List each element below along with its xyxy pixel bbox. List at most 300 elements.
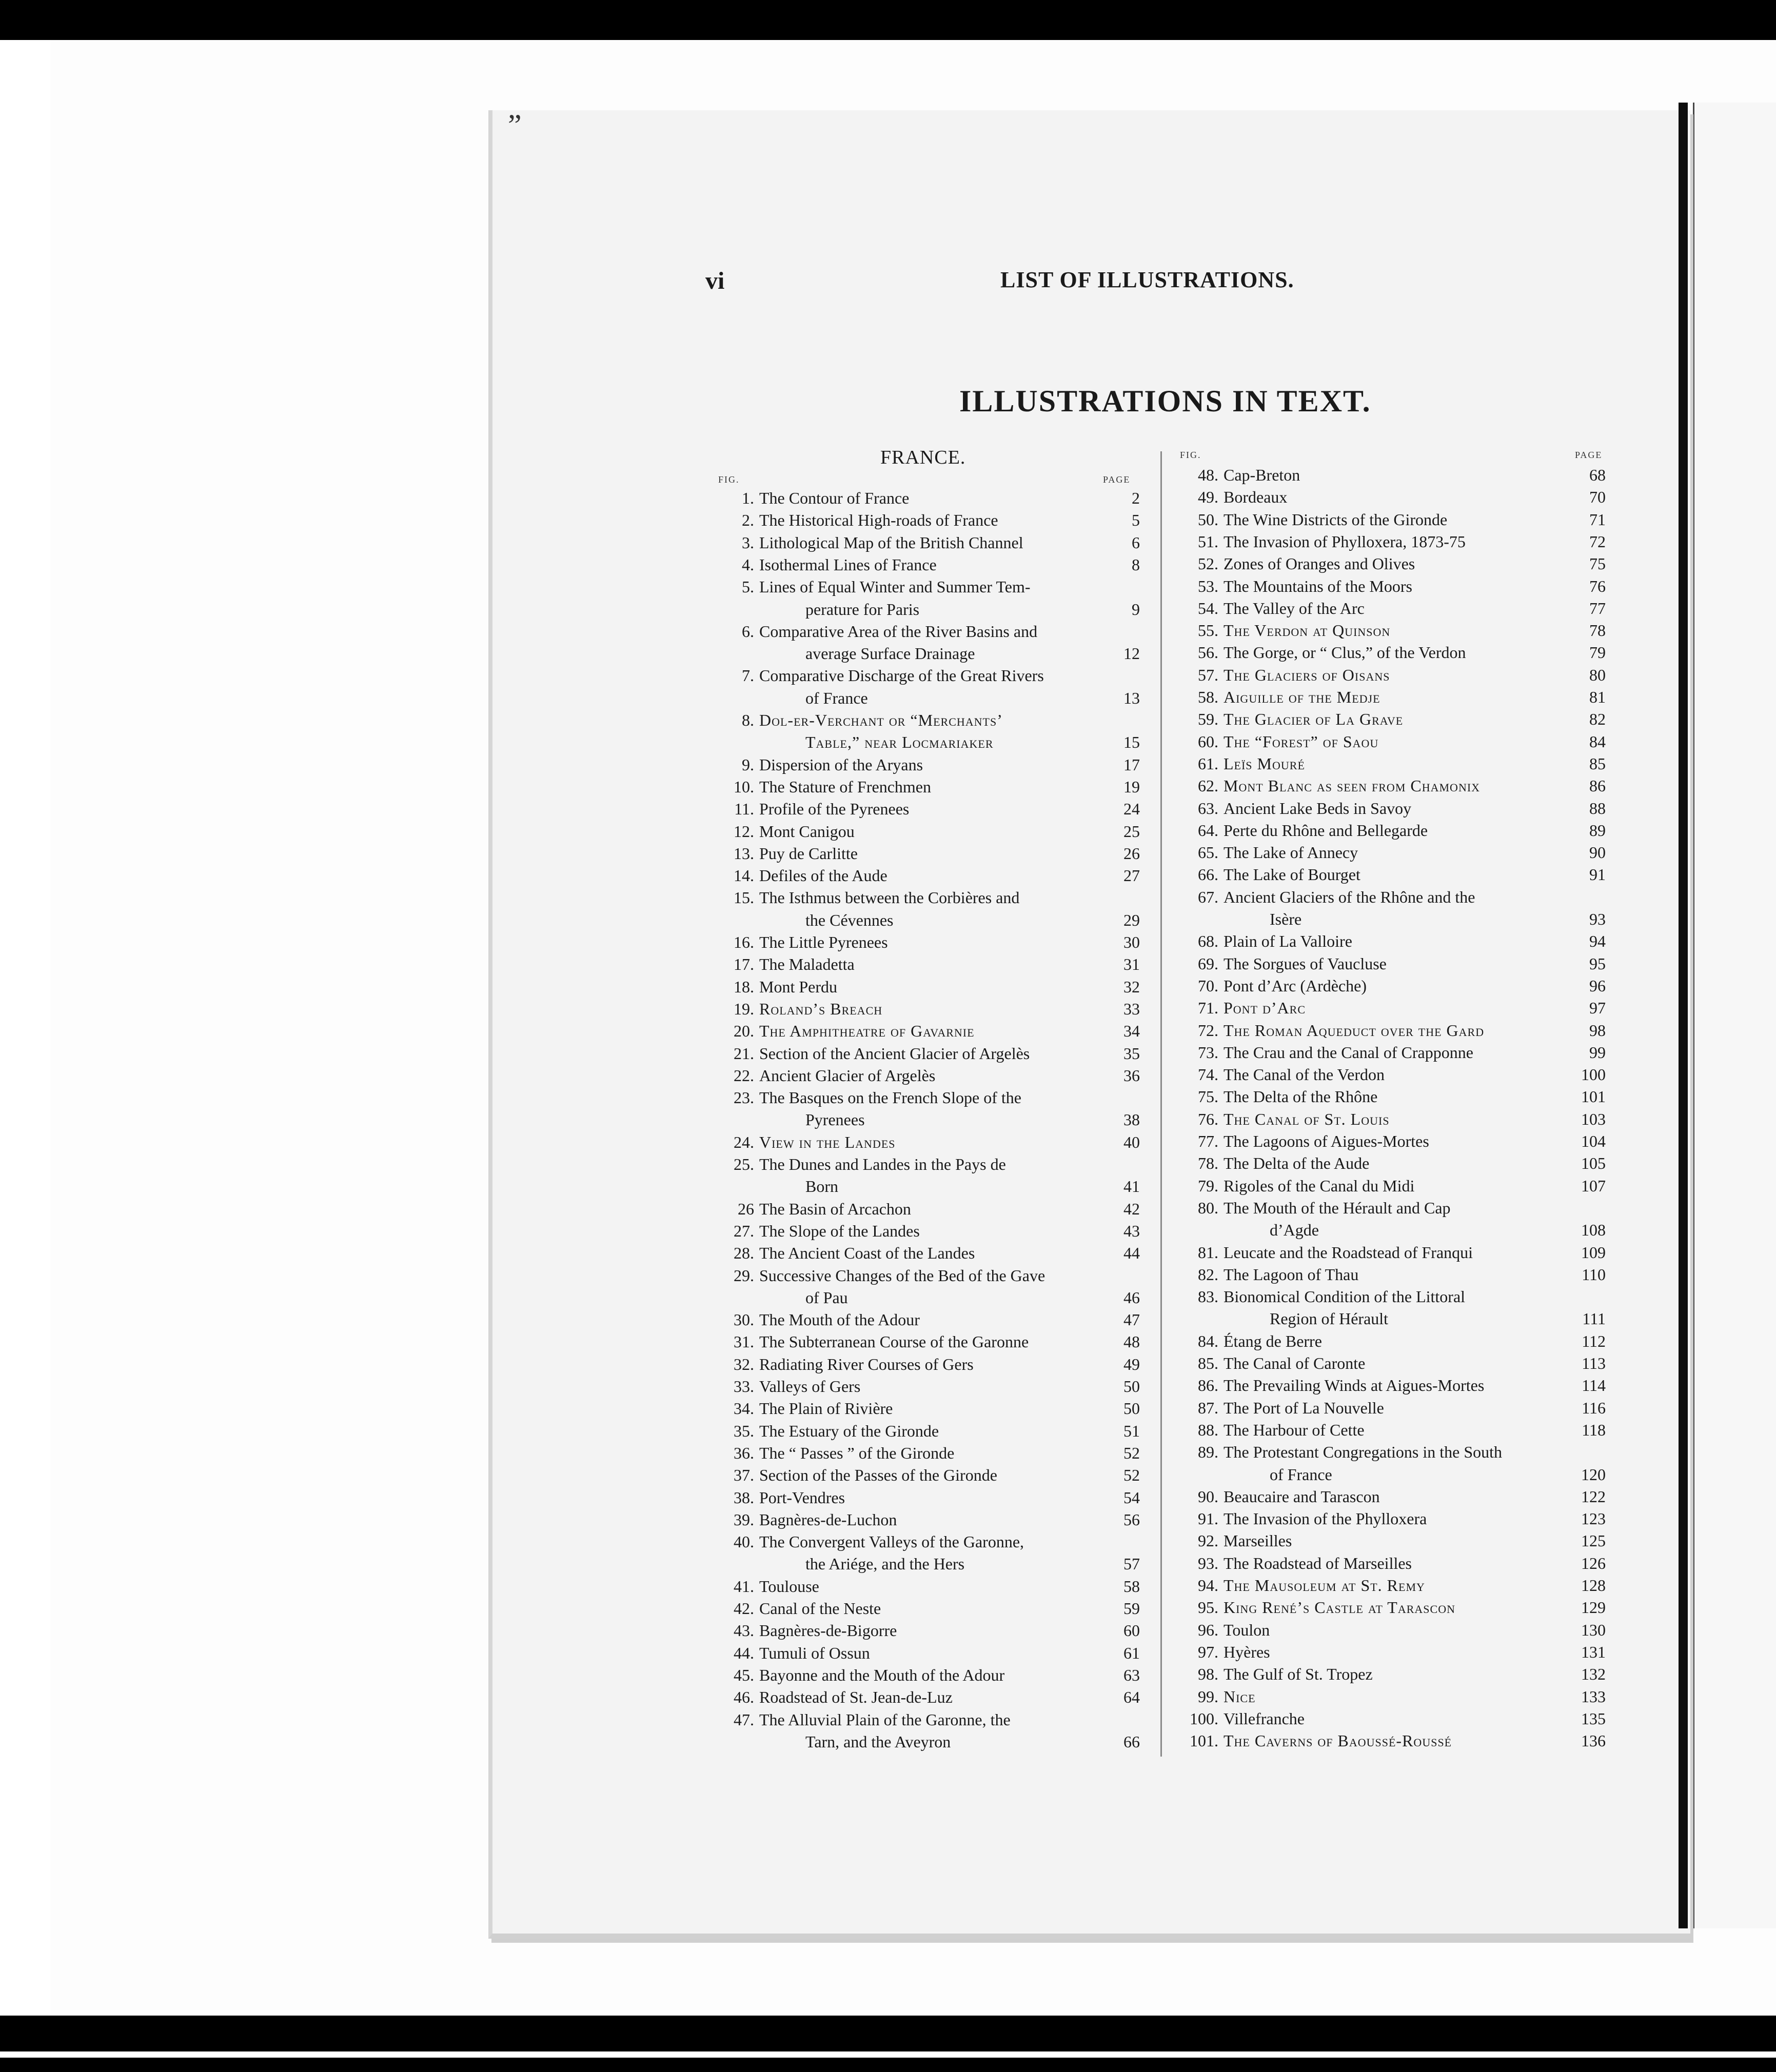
list-item <box>1172 886 1611 908</box>
figure-title: Tarn, and the Aveyron <box>805 1732 951 1751</box>
page-reference: 126 <box>1581 1553 1606 1572</box>
page-reference: 50 <box>1123 1399 1140 1418</box>
list-item <box>1172 531 1611 553</box>
page-reference: 111 <box>1582 1309 1606 1328</box>
page-reference: 129 <box>1581 1598 1606 1617</box>
figure-title: The Plain of Rivière <box>759 1399 893 1418</box>
page-reference: 17 <box>1123 755 1140 774</box>
page-reference: 48 <box>1123 1332 1140 1351</box>
page-reference: 125 <box>1581 1531 1606 1550</box>
figure-title: The Port of La Nouvelle <box>1224 1398 1384 1417</box>
page-reference: 80 <box>1589 665 1606 684</box>
figure-title: Canal of the Neste <box>759 1599 881 1618</box>
list-item <box>708 1487 1145 1509</box>
figure-title: Section of the Ancient Glacier of Argelès <box>759 1044 1030 1063</box>
page-reference: 68 <box>1589 466 1606 484</box>
figure-title: The Mouth of the Adour <box>759 1310 920 1329</box>
list-item <box>1172 775 1611 797</box>
figure-title: The Estuary of the Gironde <box>759 1421 939 1440</box>
page-reference: 49 <box>1123 1354 1140 1373</box>
page-reference: 8 <box>1132 555 1140 574</box>
list-item <box>708 1509 1145 1531</box>
list-item <box>708 976 1145 998</box>
list-item <box>1172 1552 1611 1575</box>
figure-title: The Little Pyrenees <box>759 933 888 951</box>
list-item <box>708 1043 1145 1065</box>
list-item <box>708 665 1145 687</box>
list-item <box>708 1087 1145 1109</box>
page-reference: 43 <box>1123 1221 1140 1240</box>
list-item <box>1172 1686 1611 1708</box>
list-item <box>708 865 1145 887</box>
list-item <box>1172 1197 1611 1219</box>
figure-number: 92. <box>1198 1531 1218 1550</box>
list-item <box>1172 1020 1611 1042</box>
list-item <box>1172 1264 1611 1286</box>
page-reference: 29 <box>1123 910 1140 929</box>
page-reference: 130 <box>1581 1620 1606 1639</box>
figure-title: View in the Landes <box>759 1132 896 1151</box>
list-item <box>708 1176 1145 1198</box>
page-reference: 59 <box>1123 1599 1140 1618</box>
figure-title: The Gorge, or “ Clus,” of the Verdon <box>1224 643 1466 662</box>
figure-number: 63. <box>1198 799 1218 818</box>
page-reference: 122 <box>1581 1487 1606 1506</box>
scan-border-top <box>0 0 1776 40</box>
figure-title: The Stature of Frenchmen <box>759 777 931 796</box>
figure-number: 44. <box>734 1643 754 1662</box>
figure-number: 59. <box>1198 710 1218 729</box>
figure-number: 10. <box>734 777 754 796</box>
figure-title: The Mountains of the Moors <box>1224 576 1412 595</box>
figure-number: 39. <box>734 1510 754 1529</box>
page-reference: 81 <box>1589 688 1606 706</box>
figure-title: Mont Blanc as seen from Chamonix <box>1224 776 1481 795</box>
figure-title: the Ariége, and the Hers <box>805 1555 965 1573</box>
figure-title: The Lagoon of Thau <box>1224 1265 1359 1284</box>
page-reference: 31 <box>1123 955 1140 974</box>
list-item <box>1172 731 1611 753</box>
list-item <box>708 1153 1145 1176</box>
list-item <box>708 1109 1145 1131</box>
list-item <box>708 1353 1145 1376</box>
page-reference: 30 <box>1123 933 1140 951</box>
page-reference: 136 <box>1581 1731 1606 1750</box>
figure-title: Roland’s Breach <box>759 999 883 1018</box>
page-reference: 27 <box>1123 866 1140 885</box>
list-item <box>708 1131 1145 1153</box>
figure-title: Ancient Glacier of Argelès <box>759 1066 936 1085</box>
list-item <box>1172 1374 1611 1397</box>
figure-title: The Harbour of Cette <box>1224 1420 1365 1439</box>
list-item <box>708 687 1145 709</box>
list-item <box>1172 1619 1611 1641</box>
page-reference: 60 <box>1123 1621 1140 1640</box>
figure-number: 78. <box>1198 1154 1218 1173</box>
list-item <box>1172 1308 1611 1330</box>
figure-number: 16. <box>734 933 754 951</box>
figure-title: Cap-Breton <box>1224 466 1300 484</box>
figure-number: 27. <box>734 1221 754 1240</box>
list-item <box>1172 1042 1611 1064</box>
list-item <box>708 1442 1145 1464</box>
figure-number: 94. <box>1198 1576 1218 1595</box>
figure-title: The Alluvial Plain of the Garonne, the <box>759 1710 1011 1729</box>
figure-number: 67. <box>1198 887 1218 906</box>
figure-title: Section of the Passes of the Gironde <box>759 1466 997 1485</box>
page-reference: 56 <box>1123 1510 1140 1529</box>
list-item <box>1172 753 1611 775</box>
list-item <box>1172 1064 1611 1086</box>
list-item <box>1172 820 1611 842</box>
figure-title: Comparative Area of the River Basins and <box>759 622 1038 641</box>
figure-number: 93. <box>1198 1553 1218 1572</box>
page-reference: 71 <box>1589 510 1606 529</box>
list-item <box>1172 1464 1611 1486</box>
figure-title: Bagnères-de-Luchon <box>759 1510 897 1529</box>
list-item <box>1172 1108 1611 1130</box>
figure-title: The Caverns of Baoussé-Roussé <box>1224 1731 1452 1750</box>
list-item <box>1172 798 1611 820</box>
page-reference: 116 <box>1582 1398 1606 1417</box>
page-reference: 101 <box>1581 1087 1606 1106</box>
page-reference: 61 <box>1123 1643 1140 1662</box>
figure-title: Dol-er-Verchant or “Merchants’ <box>759 711 1003 729</box>
page-reference: 54 <box>1123 1488 1140 1507</box>
page-reference: 44 <box>1123 1244 1140 1263</box>
figure-title: Marseilles <box>1224 1531 1292 1550</box>
list-item <box>708 1287 1145 1309</box>
page-reference: 5 <box>1132 511 1140 530</box>
list-item <box>708 599 1145 621</box>
figure-number: 25. <box>734 1155 754 1173</box>
page-reference: 113 <box>1582 1354 1606 1372</box>
figure-title: Lines of Equal Winter and Summer Tem- <box>759 577 1031 596</box>
list-item <box>708 532 1145 554</box>
list-item <box>708 1198 1145 1220</box>
page-reference: 88 <box>1589 799 1606 818</box>
list-item <box>1172 1242 1611 1264</box>
page-reference: 76 <box>1589 576 1606 595</box>
page-reference: 97 <box>1589 999 1606 1018</box>
list-item <box>708 643 1145 665</box>
figure-number: 75. <box>1198 1087 1218 1106</box>
list-item <box>1172 486 1611 508</box>
figure-number: 13. <box>734 844 754 863</box>
figure-number: 47. <box>734 1710 754 1729</box>
page-reference: 35 <box>1123 1044 1140 1063</box>
list-item <box>1172 1641 1611 1663</box>
list-item <box>1172 1419 1611 1441</box>
page-reference: 105 <box>1581 1154 1606 1173</box>
page-reference: 104 <box>1581 1132 1606 1150</box>
figure-title: d’Agde <box>1270 1221 1319 1240</box>
figure-number: 34. <box>734 1399 754 1418</box>
page-reference: 32 <box>1123 977 1140 996</box>
figure-title: Pyrenees <box>805 1110 865 1129</box>
page-reference: 75 <box>1589 554 1606 573</box>
figure-number: 4. <box>742 555 754 574</box>
list-item <box>708 621 1145 643</box>
page-reference: 15 <box>1123 733 1140 752</box>
figure-number: 21. <box>734 1044 754 1063</box>
figure-title: Ancient Glaciers of the Rhône and the <box>1224 887 1475 906</box>
figure-title: Valleys of Gers <box>759 1377 861 1396</box>
list-item <box>1172 1086 1611 1108</box>
figure-number: 54. <box>1198 599 1218 617</box>
figure-title: Hyères <box>1224 1642 1270 1661</box>
figure-number: 48. <box>1198 466 1218 484</box>
figure-title: The “Forest” of Saou <box>1224 732 1379 751</box>
page-reference: 107 <box>1581 1176 1606 1195</box>
figure-title: of Pau <box>805 1288 848 1307</box>
list-item <box>1172 864 1611 886</box>
figure-title: Toulon <box>1224 1620 1270 1639</box>
next-page-edge <box>1693 103 1776 1928</box>
figure-number: 81. <box>1198 1243 1218 1262</box>
figure-title: The Verdon at Quinson <box>1224 621 1391 640</box>
figure-title: The Isthmus between the Corbières and <box>759 888 1020 907</box>
figure-title: Bionomical Condition of the Littoral <box>1224 1287 1466 1306</box>
figure-title: Defiles of the Aude <box>759 866 887 885</box>
figure-number: 72. <box>1198 1021 1218 1040</box>
list-item <box>708 1398 1145 1420</box>
figure-title: average Surface Drainage <box>805 644 975 663</box>
figure-number: 95. <box>1198 1598 1218 1617</box>
figure-number: 76. <box>1198 1109 1218 1128</box>
figure-number: 71. <box>1198 999 1218 1018</box>
page-reference: 33 <box>1123 999 1140 1018</box>
figure-title: Successive Changes of the Bed of the Gave <box>759 1266 1045 1285</box>
figure-number: 15. <box>734 888 754 907</box>
list-item <box>708 1576 1145 1598</box>
list-item <box>708 487 1145 509</box>
page-reference: 25 <box>1123 822 1140 841</box>
page-reference: 50 <box>1123 1377 1140 1396</box>
figure-number: 82. <box>1198 1265 1218 1284</box>
page-reference: 36 <box>1123 1066 1140 1085</box>
list-item <box>1172 1152 1611 1174</box>
list-item <box>1172 642 1611 664</box>
page-reference: 94 <box>1589 932 1606 951</box>
figure-number: 51. <box>1198 532 1218 551</box>
list-item <box>708 843 1145 865</box>
list-item <box>708 576 1145 598</box>
figure-title: perature for Paris <box>805 600 920 619</box>
figure-title: The Delta of the Rhône <box>1224 1087 1378 1106</box>
figure-title: The Historical High-roads of France <box>759 511 998 530</box>
list-item <box>708 776 1145 798</box>
figure-number: 32. <box>734 1354 754 1373</box>
figure-number: 9. <box>742 755 754 774</box>
list-item <box>1172 1175 1611 1197</box>
figure-number: 88. <box>1198 1420 1218 1439</box>
page-reference: 63 <box>1123 1665 1140 1684</box>
figure-title: The Sorgues of Vaucluse <box>1224 954 1387 973</box>
page-reference: 128 <box>1581 1576 1606 1595</box>
page-reference: 9 <box>1132 600 1140 619</box>
figure-number: 89. <box>1198 1443 1218 1462</box>
figure-number: 31. <box>734 1332 754 1351</box>
page-number: vi <box>705 267 725 294</box>
column-divider <box>1160 451 1162 1757</box>
page-reference: 95 <box>1589 954 1606 973</box>
page-reference: 118 <box>1582 1420 1606 1439</box>
list-item <box>1172 620 1611 642</box>
page-reference: 108 <box>1581 1221 1606 1240</box>
list-item <box>708 1686 1145 1708</box>
list-item <box>708 1242 1145 1264</box>
page-reference: 38 <box>1123 1110 1140 1129</box>
figure-title: Isothermal Lines of France <box>759 555 937 574</box>
figure-title: Table,” near Locmariaker <box>805 733 994 752</box>
list-item <box>708 1531 1145 1553</box>
page-reference: 24 <box>1123 800 1140 819</box>
list-item <box>708 998 1145 1020</box>
list-item <box>708 909 1145 931</box>
page-reference: 91 <box>1589 865 1606 884</box>
figure-title: The Prevailing Winds at Aigues-Mortes <box>1224 1376 1485 1395</box>
figure-number: 64. <box>1198 821 1218 840</box>
figure-title: Nice <box>1224 1687 1256 1706</box>
figure-title: Region of Hérault <box>1270 1309 1389 1328</box>
page-reference: 84 <box>1589 732 1606 751</box>
list-item <box>708 1598 1145 1620</box>
figure-number: 36. <box>734 1443 754 1462</box>
list-item <box>708 1020 1145 1042</box>
figure-number: 96. <box>1198 1620 1218 1639</box>
page-reference: 114 <box>1582 1376 1606 1395</box>
page-reference: 86 <box>1589 776 1606 795</box>
figure-number: 6. <box>742 622 754 641</box>
figure-number: 1. <box>742 489 754 507</box>
figure-title: Dispersion of the Aryans <box>759 755 923 774</box>
list-item <box>708 754 1145 776</box>
list-item <box>708 798 1145 820</box>
figure-number: 50. <box>1198 510 1218 529</box>
page-reference: 51 <box>1123 1421 1140 1440</box>
figure-number: 55. <box>1198 621 1218 640</box>
figure-number: 56. <box>1198 643 1218 662</box>
figure-number: 12. <box>734 822 754 841</box>
figure-number: 77. <box>1198 1132 1218 1150</box>
figure-number: 46. <box>734 1688 754 1707</box>
figure-number: 42. <box>734 1599 754 1618</box>
figure-title: Pont d’Arc <box>1224 999 1306 1018</box>
figure-title: The Subterranean Course of the Garonne <box>759 1332 1029 1351</box>
figure-number: 99. <box>1198 1687 1218 1706</box>
figure-number: 20. <box>734 1022 754 1041</box>
page-reference: 133 <box>1581 1687 1606 1706</box>
page-reference: 79 <box>1589 643 1606 662</box>
scan-border-line <box>0 2051 1776 2058</box>
list-item <box>1172 1130 1611 1152</box>
list-item <box>708 1309 1145 1331</box>
figure-number: 14. <box>734 866 754 885</box>
page-reference: 135 <box>1581 1709 1606 1728</box>
list-item <box>1172 509 1611 531</box>
list-item <box>1172 1286 1611 1308</box>
figure-number: 86. <box>1198 1376 1218 1395</box>
figure-title: Leïs Mouré <box>1224 754 1305 773</box>
figure-title: The Dunes and Landes in the Pays de <box>759 1155 1006 1173</box>
page-reference: 58 <box>1123 1577 1140 1596</box>
figure-number: 84. <box>1198 1331 1218 1350</box>
figure-title: Perte du Rhône and Bellegarde <box>1224 821 1428 840</box>
figure-title: Tumuli of Ossun <box>759 1643 870 1662</box>
list-item <box>1172 1486 1611 1508</box>
section-heading: FRANCE. <box>880 447 966 468</box>
figure-title: The Mouth of the Hérault and Cap <box>1224 1198 1451 1217</box>
list-item <box>1172 1575 1611 1597</box>
list-item <box>708 1731 1145 1753</box>
figure-title: Mont Perdu <box>759 977 837 996</box>
figure-number: 49. <box>1198 488 1218 507</box>
page-reference: 12 <box>1123 644 1140 663</box>
page-reference: 34 <box>1123 1022 1140 1041</box>
figure-number: 91. <box>1198 1509 1218 1528</box>
list-item <box>1172 1441 1611 1463</box>
list-item <box>1172 908 1611 930</box>
page-gutter-shadow <box>1679 103 1688 1928</box>
page-title: ILLUSTRATIONS IN TEXT. <box>959 384 1371 418</box>
page-reference: 42 <box>1123 1199 1140 1218</box>
page-reference: 131 <box>1581 1642 1606 1661</box>
figure-title: of France <box>805 688 868 707</box>
figure-title: The Glaciers of Oisans <box>1224 665 1390 684</box>
fig-column-label-right: FIG. <box>1180 450 1201 460</box>
figure-title: The Lagoons of Aigues-Mortes <box>1224 1132 1429 1150</box>
figure-number: 33. <box>734 1377 754 1396</box>
list-item <box>1172 953 1611 975</box>
page-reference: 77 <box>1589 599 1606 617</box>
figure-number: 41. <box>734 1577 754 1596</box>
page-reference: 70 <box>1589 488 1606 507</box>
page-reference: 109 <box>1581 1243 1606 1262</box>
figure-title: Radiating River Courses of Gers <box>759 1354 974 1373</box>
page-reference: 103 <box>1581 1109 1606 1128</box>
figure-title: Leucate and the Roadstead of Franqui <box>1224 1243 1473 1262</box>
figure-title: of France <box>1270 1465 1332 1484</box>
list-item <box>1172 1330 1611 1352</box>
list-item <box>1172 1352 1611 1374</box>
page-reference: 66 <box>1123 1732 1140 1751</box>
figure-number: 83. <box>1198 1287 1218 1306</box>
figure-number: 90. <box>1198 1487 1218 1506</box>
figure-number: 70. <box>1198 976 1218 995</box>
list-item <box>708 509 1145 531</box>
figure-number: 73. <box>1198 1043 1218 1062</box>
page-reference: 85 <box>1589 754 1606 773</box>
list-item <box>708 709 1145 731</box>
page-reference: 6 <box>1132 533 1140 552</box>
list-item <box>1172 1530 1611 1552</box>
figure-number: 65. <box>1198 843 1218 862</box>
page-reference: 78 <box>1589 621 1606 640</box>
list-item <box>1172 1219 1611 1241</box>
figure-number: 26 <box>738 1199 754 1218</box>
figure-title: Bordeaux <box>1224 488 1288 507</box>
page-column-label-right: PAGE <box>1575 450 1603 460</box>
list-item <box>1172 1663 1611 1685</box>
page-reference: 57 <box>1123 1555 1140 1573</box>
figure-number: 101. <box>1190 1731 1218 1750</box>
figure-title: Toulouse <box>759 1577 819 1596</box>
figure-number: 2. <box>742 511 754 530</box>
figure-number: 5. <box>742 577 754 596</box>
list-item <box>1172 1730 1611 1752</box>
figure-number: 8. <box>742 711 754 729</box>
